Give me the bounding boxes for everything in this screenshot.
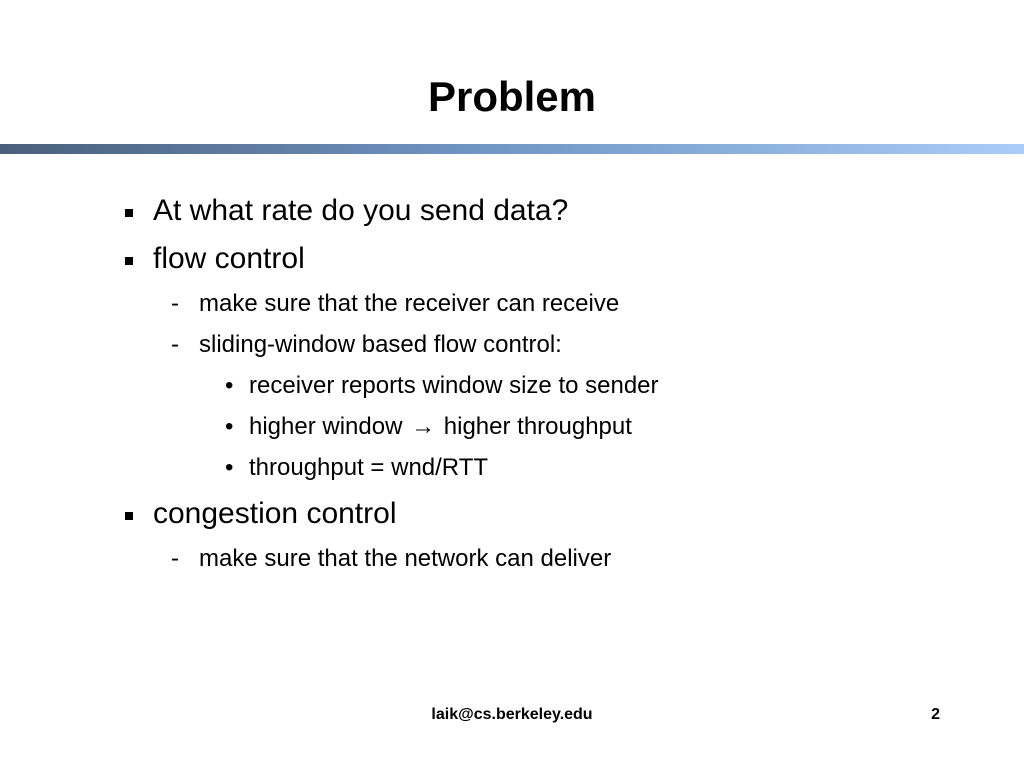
right-arrow-icon: →	[411, 413, 436, 440]
dash-bullet-icon: -	[171, 290, 179, 317]
sub-bullet-item: make sure that the network can deliver	[199, 545, 612, 572]
footer-email: laik@cs.berkeley.edu	[431, 706, 593, 723]
dash-bullet-icon: -	[171, 331, 179, 358]
square-bullet-icon	[125, 512, 133, 520]
square-bullet-icon	[125, 257, 133, 265]
bullet-item: flow control	[153, 242, 305, 275]
sub-sub-bullet-item: receiver reports window size to sender	[249, 372, 659, 399]
bullet-item: congestion control	[153, 497, 397, 530]
page-number: 2	[931, 706, 940, 723]
bullet-item: At what rate do you send data?	[153, 194, 569, 227]
sub-sub-bullet-item: throughput = wnd/RTT	[249, 454, 489, 481]
title-divider	[0, 144, 1024, 154]
dot-bullet-icon: •	[225, 413, 234, 440]
square-bullet-icon	[125, 209, 133, 217]
dash-bullet-icon: -	[171, 545, 179, 572]
dot-bullet-icon: •	[225, 372, 234, 399]
sub-bullet-item: sliding-window based flow control:	[199, 331, 562, 358]
dot-bullet-icon: •	[225, 454, 234, 481]
sub-sub-bullet-item	[249, 413, 632, 441]
slide-title: Problem	[427, 73, 597, 120]
bullet-text-part: higher throughput	[443, 413, 632, 440]
sub-bullet-item: make sure that the receiver can receive	[199, 290, 620, 317]
bullet-text-part: higher window	[249, 413, 403, 440]
